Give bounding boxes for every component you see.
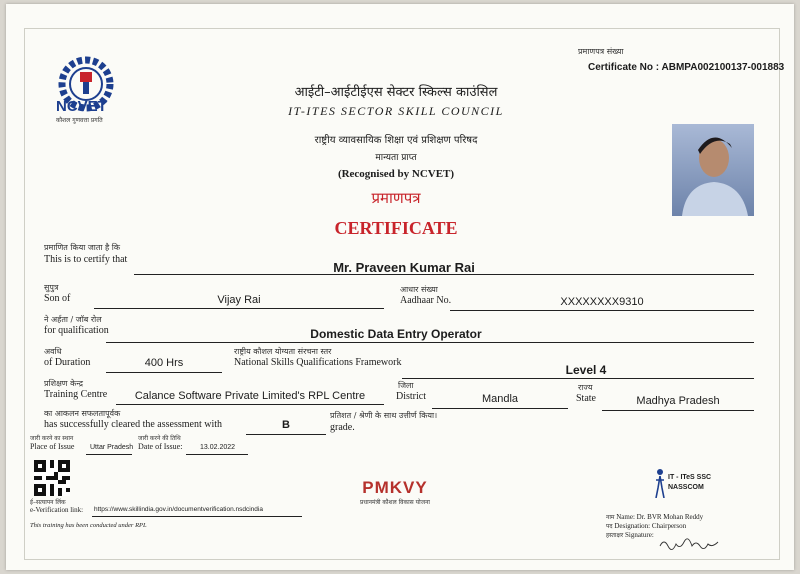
sign-name-hindi: नाम bbox=[606, 514, 615, 521]
pmkvy-logo bbox=[340, 478, 450, 506]
training-centre-name: Calance Software Private Limited's RPL Centre bbox=[134, 390, 366, 402]
certificate-title-hindi: प्रमाणपत्र bbox=[371, 189, 421, 207]
place-label: Place of Issue bbox=[30, 442, 75, 451]
ncvet-tagline: कौशल गुणवत्ता प्रगति bbox=[56, 117, 103, 124]
recognised-english: (Recognised by NCVET) bbox=[337, 168, 455, 180]
person-photo-icon bbox=[672, 124, 754, 216]
state-label: State bbox=[576, 393, 596, 404]
ncvet-logo-text: NCVET bbox=[56, 98, 107, 115]
sign-name-value: Dr. BVR Mohan Reddy bbox=[636, 513, 704, 521]
district-label: District bbox=[396, 391, 426, 402]
grade-label: grade. bbox=[330, 422, 355, 433]
grade-hindi: प्रतिशत / श्रेणी के साथ उत्तीर्ण किया। bbox=[330, 411, 438, 420]
certify-text: This is to certify that bbox=[44, 254, 128, 265]
aadhaar-number: XXXXXXXX9310 bbox=[560, 296, 644, 308]
it-ites-ssc-logo bbox=[650, 468, 740, 504]
aadhaar-label: Aadhaar No. bbox=[400, 295, 452, 306]
sign-signature-hindi: हस्ताक्षर bbox=[606, 532, 624, 539]
qualification-name: Domestic Data Entry Operator bbox=[310, 327, 482, 341]
ssc-logo-top: IT - ITeS SSC bbox=[668, 474, 712, 481]
ncvet-logo bbox=[50, 54, 122, 126]
duration-label: of Duration bbox=[44, 357, 91, 368]
sign-designation-label: Designation: bbox=[614, 522, 651, 530]
sign-name-label: Name: bbox=[616, 513, 635, 521]
certificate-no-hindi: प्रमाणपत्र संख्या bbox=[578, 47, 624, 56]
qualification-hindi: ने अर्हता / जॉब रोल bbox=[44, 315, 102, 324]
qr-code bbox=[34, 460, 70, 496]
ncvet-hindi: राष्ट्रीय व्यावसायिक शिक्षा एवं प्रशिक्षण परिषद bbox=[314, 135, 478, 146]
place-hindi: जारी करने का स्थान bbox=[30, 435, 74, 442]
duration-hindi: अवधि bbox=[44, 347, 62, 356]
son-of-hindi: सुपुत्र bbox=[44, 283, 59, 292]
recognised-hindi: मान्यता प्राप्त bbox=[375, 153, 417, 163]
training-centre-label: Training Centre bbox=[44, 389, 108, 400]
certify-hindi: प्रमाणित किया जाता है कि bbox=[44, 243, 121, 252]
grade-value: B bbox=[282, 419, 290, 431]
district-hindi: जिला bbox=[398, 381, 414, 390]
training-centre-hindi: प्रशिक्षण केन्द्र bbox=[44, 379, 83, 388]
qr-code-icon bbox=[34, 460, 70, 496]
ssc-logo-bottom: NASSCOM bbox=[668, 484, 704, 491]
aadhaar-hindi: आधार संख्या bbox=[400, 285, 438, 294]
sign-signature-label: Signature: bbox=[625, 531, 654, 539]
sign-designation-value: Chairperson bbox=[651, 522, 687, 530]
nsqf-hindi: राष्ट्रीय कौशल योग्यता संरचना स्तर bbox=[234, 347, 332, 356]
ssc-figure-icon bbox=[654, 468, 666, 498]
son-of-label: Son of bbox=[44, 293, 71, 304]
certificate-page bbox=[6, 4, 794, 570]
cleared-hindi: का आकलन सफलतापूर्वक bbox=[44, 409, 121, 418]
everify-link[interactable]: https://www.skillindia.gov.in/documentverification.nsdcindia bbox=[94, 506, 263, 513]
pmkvy-tagline: प्रधानमंत्री कौशल विकास योजना bbox=[360, 499, 430, 506]
sign-designation-hindi: पद bbox=[606, 523, 613, 530]
pmkvy-logo-text: PMKVY bbox=[362, 478, 428, 497]
cleared-text: has successfully cleared the assessment with bbox=[44, 419, 223, 430]
district-value: Mandla bbox=[481, 393, 519, 405]
date-value: 13.02.2022 bbox=[200, 444, 236, 451]
council-hindi: आईटी–आईटीईएस सेक्टर स्किल्स काउंसिल bbox=[294, 85, 498, 100]
date-hindi: जारी करने की तिथि bbox=[138, 435, 181, 442]
certificate-number: Certificate No : ABMPA002100137-001883 bbox=[588, 62, 785, 73]
candidate-photo bbox=[672, 124, 754, 216]
date-label: Date of Issue: bbox=[138, 442, 183, 451]
father-name: Vijay Rai bbox=[217, 294, 261, 306]
rpl-note: This training has been conducted under RPL bbox=[30, 522, 147, 529]
everify-label: e-Verification link: bbox=[30, 506, 84, 514]
certificate-title: CERTIFICATE bbox=[334, 218, 458, 238]
qualification-label: for qualification bbox=[44, 325, 109, 336]
nsqf-level: Level 4 bbox=[565, 363, 607, 377]
candidate-name: Mr. Praveen Kumar Rai bbox=[333, 260, 475, 275]
state-hindi: राज्य bbox=[578, 383, 593, 392]
everify-hindi: ई–सत्यापन लिंक bbox=[30, 499, 66, 506]
nsqf-label: National Skills Qualifications Framework bbox=[234, 357, 402, 368]
duration-value: 400 Hrs bbox=[144, 357, 184, 369]
handwritten-signature-icon bbox=[658, 536, 720, 552]
place-value: Uttar Pradesh bbox=[90, 444, 134, 451]
state-value: Madhya Pradesh bbox=[636, 395, 720, 407]
council-english: IT-ITES SECTOR SKILL COUNCIL bbox=[288, 104, 504, 118]
